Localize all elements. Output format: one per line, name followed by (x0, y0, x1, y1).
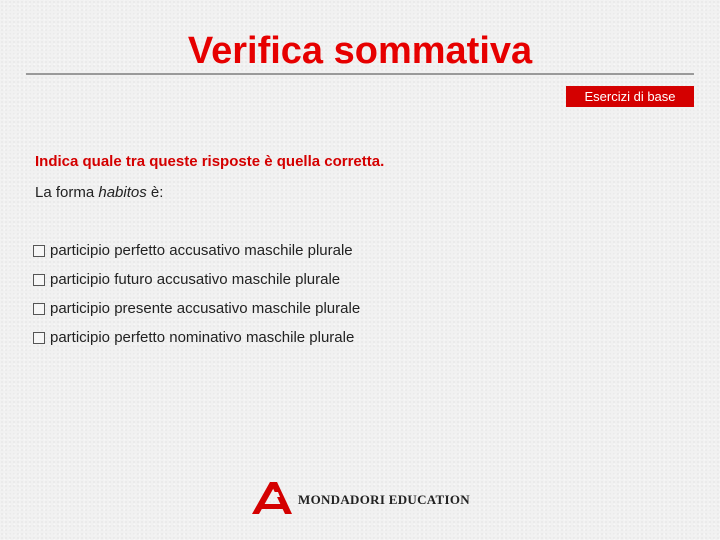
answer-option-label: participio presente accusativo maschile plurale (50, 300, 361, 317)
question-text (35, 184, 163, 201)
section-badge: Esercizi di base (566, 86, 694, 107)
question-prefix: La forma (35, 184, 99, 201)
publisher-name: MONDADORI EDUCATION (298, 491, 470, 507)
checkbox-icon[interactable] (33, 245, 45, 257)
answer-option-label: participio perfetto accusativo maschile plurale (50, 242, 353, 259)
answer-option-2[interactable] (33, 265, 360, 294)
question-term: habitos (98, 184, 147, 201)
title-divider (26, 73, 694, 75)
question-suffix: è: (146, 184, 164, 201)
checkbox-icon[interactable] (33, 303, 45, 315)
publisher-logo (250, 480, 470, 516)
exercise-instruction: Indica quale tra queste risposte è quella corretta. (35, 153, 385, 170)
checkbox-icon[interactable] (33, 332, 45, 344)
page-title: Verifica sommativa (187, 30, 533, 72)
answer-option-label: participio futuro accusativo maschile plurale (50, 271, 341, 288)
checkbox-icon[interactable] (33, 274, 45, 286)
answer-option-1[interactable] (33, 236, 360, 265)
mondadori-logo-icon (250, 480, 294, 516)
answer-option-label: participio perfetto nominativo maschile plurale (50, 329, 355, 346)
answer-option-3[interactable] (33, 294, 360, 323)
answer-options (33, 236, 360, 352)
answer-option-4[interactable] (33, 323, 360, 352)
